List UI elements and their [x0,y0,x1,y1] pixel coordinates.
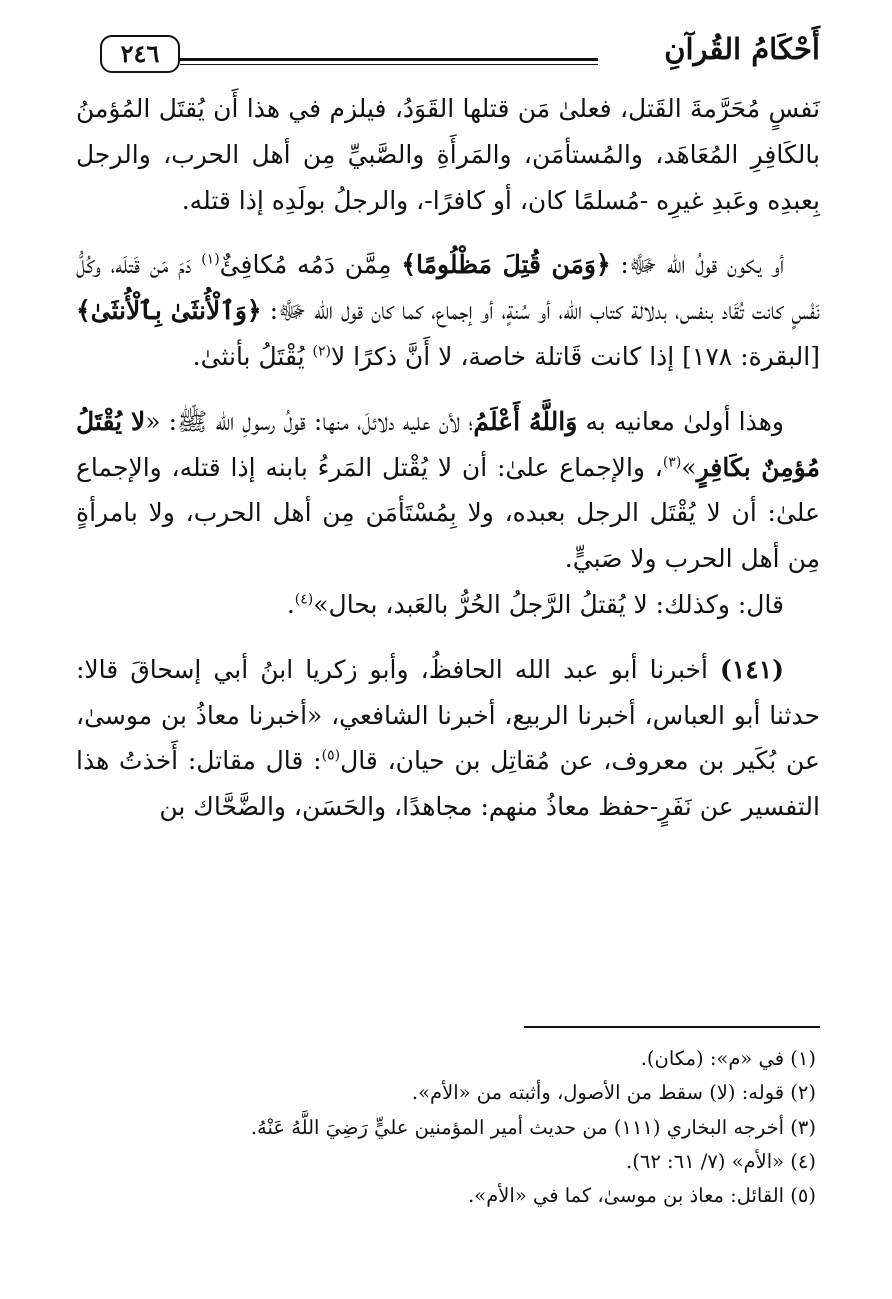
narration-number: (١٤١) [720,654,784,684]
footnote-separator [524,1026,820,1028]
paragraph-3: وهذا أولىٰ معانيه به وَاللَّهُ أَعْلَمُ؛ لأن عليه دلائلَ، منها: قولُ رسولِ الله ﷺ: «لا يُقْتَلُ مُؤمِنٌ بكَافِرٍ»$^{(٣)}$، والإجماع علىٰ: أن لا يُقْتل المَرءُ بابنه إذا قتله، والإجماع علىٰ: أن لا يُقْتَل الرجل بعبده، ولا بِمُسْتَأمَن مِن أهل الحرب، ولا بامرأةٍ مِن أهل الحرب ولا صَبيٍّ. [76,406,820,574]
quran-quote: ﴿وَمَن قُتِلَ مَظْلُومًا﴾ [401,250,611,280]
quran-quote-2: ﴿وَٱلْأُنثَىٰ بِٱلْأُنثَىٰ﴾ [76,296,262,326]
footnote-5: (٥) القائل: معاذ بن موسىٰ، كما في «الأم». [468,1184,816,1208]
page-header [72,30,820,76]
footnote-ref-2[interactable]: (٢) [312,343,331,360]
hadith-text: لا يُقْتَلُ مُؤمِنٌ بكَافِرٍ [76,406,820,482]
allah-knows-best: وَاللَّهُ أَعْلَمُ [473,406,578,436]
paragraph-2: أو يكون قولُ الله ﷻ: ﴿وَمَن قُتِلَ مَظْلُومًا﴾ مِمَّن دَمُه مُكافِئٌ$^{(١)}$ دَمَ مَن قَتلَه، وكُلُّ نَفْسٍ كانت تُقَاد بنفس، بدلالة كتاب الله، أو سُنةٍ، أو إجماع، كما كان قول الله ﷻ: ﴿وَٱلْأُنثَىٰ بِٱلْأُنثَىٰ﴾ [البقرة: ١٧٨] إذا كانت قَاتلة خاصة، لا أَنَّ ذكرًا لا$^{(٢)}$ يُقْتَلُ بأنثىٰ. [76,250,820,371]
footnote-1: (١) في «م»: (مكان). [640,1047,816,1070]
footnote-2: (٢) قوله: (لا) سقط من الأصول، وأثبته من «الأم». [411,1081,816,1105]
main-text [76,86,820,830]
footnotes [76,1042,816,1213]
footnote-ref-1[interactable]: (١) [201,252,220,269]
running-title: أَحْكَامُ القُرآنِ [664,32,820,66]
footnote-ref-4[interactable]: (٤) [294,591,314,608]
footnote-3: (٣) أخرجه البخاري (١١١) من حديث أمير المؤمنين عليٍّ رَضِيَ اللَّهُ عَنْهُ. [250,1115,816,1139]
paragraph-4: قال: وكذلك: لا يُقتلُ الرَّجلُ الحُرُّ بالعَبد، بحال»$^{(٤)}$. [286,589,784,619]
footnote-ref-5[interactable]: (٥) [321,748,341,765]
paragraph-1: نَفسٍ مُحَرَّمةَ القَتل، فعلىٰ مَن قتلها القَوَدُ، فيلزم في هذا أَن يُقتَل المُؤمنُ بالكَافِرِ المُعَاهَد، والمُستأمَن، والمَرأَةِ والصَّبيِّ مِن أهل الحرب، والرجل بِعبدِه وعَبدِ غيرِه -مُسلمًا كان، أو كافرًا-، والرجلُ بولَدِه إذا قتله. [76,94,820,215]
footnote-ref-3[interactable]: (٣) [662,454,682,471]
header-rule [180,58,598,61]
page-number: ٢٤٦ [100,35,180,73]
header-rule-thin [180,64,598,65]
paragraph-5: (١٤١) أخبرنا أبو عبد الله الحافظُ، وأبو زكريا ابنُ أبي إسحاقَ قالا: حدثنا أبو العباس، أخبرنا الربيع، أخبرنا الشافعي، «أخبرنا معاذُ بن موسىٰ، عن بُكَير بن معروف، عن مُقاتِل بن حيان، قال$^{(٥)}$: قال مقاتل: أَخذتُ هذا التفسير عن نَفَرٍ-حفظ معاذُ منهم: مجاهدًا، والحَسَن، والضَّحَّاك بن [76,654,820,822]
footnote-4: (٤) «الأم» (٧/ ٦١: ٦٢). [626,1149,816,1173]
